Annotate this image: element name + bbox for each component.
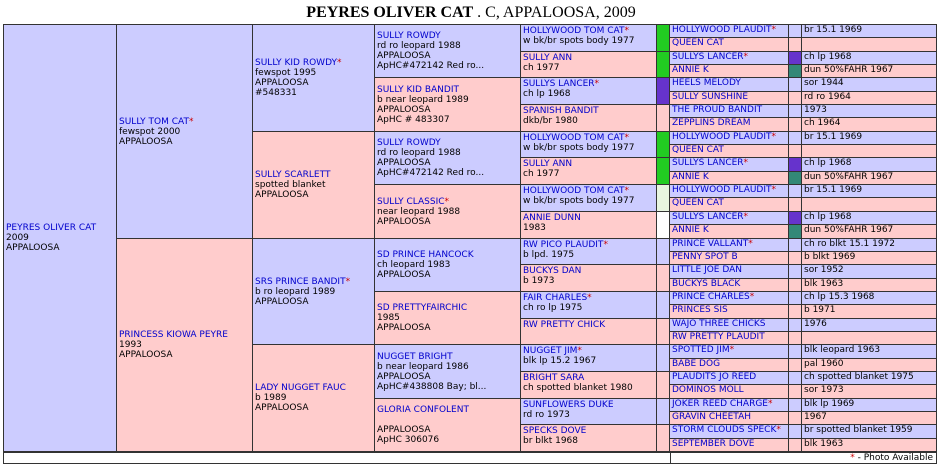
horse-name-link[interactable]: BUCKYS DAN: [523, 266, 582, 276]
horse-name-link[interactable]: HOLLYWOOD TOM CAT: [523, 133, 625, 143]
color-flag: [789, 425, 801, 438]
horse-detail: fewspot 1995: [255, 68, 317, 78]
ancestor-gen5: [670, 265, 788, 278]
horse-name-link[interactable]: PRINCESS KIOWA PEYRE: [119, 330, 228, 340]
horse-name-link[interactable]: BUCKYS BLACK: [672, 279, 741, 289]
horse-detail: rd ro leopard 1988: [377, 148, 461, 158]
horse-detail: blk leopard 1963: [802, 345, 936, 358]
horse-name-link[interactable]: SULLY CLASSIC: [377, 196, 445, 207]
color-flag: [657, 212, 669, 238]
horse-detail: [802, 332, 936, 344]
horse-name-link[interactable]: PLAUDITS JO REED: [672, 372, 757, 382]
horse-name-link[interactable]: SUNFLOWERS DUKE: [523, 400, 614, 410]
horse-name: PEYRES OLIVER CAT: [306, 4, 474, 21]
color-flag: [789, 279, 801, 291]
horse-name-link[interactable]: SULLY ROWDY: [377, 138, 441, 148]
page-title: [0, 0, 942, 24]
horse-name-link[interactable]: FAIR CHARLES: [523, 293, 588, 303]
color-flag: [657, 265, 669, 291]
horse-detail: ch spotted blanket 1975: [802, 372, 936, 384]
color-flag: [657, 132, 669, 157]
horse-detail: w bk/br spots body 1977: [523, 36, 635, 46]
photo-available-star: *: [337, 58, 342, 68]
horse-summary: . C, APPALOOSA, 2009: [473, 4, 636, 21]
color-flag: [789, 158, 801, 171]
horse-name-link[interactable]: PRINCES SIS: [672, 305, 728, 315]
horse-name-link[interactable]: JOKER REED CHARGE: [672, 399, 768, 409]
horse-detail: br 15.1 1969: [802, 185, 936, 197]
horse-detail: 1976: [802, 319, 936, 331]
color-flag: [789, 212, 801, 224]
horse-detail: ApHC#438808 Bay; bl...: [377, 381, 487, 392]
color-flag: [657, 239, 669, 264]
ancestor-gen4: [521, 292, 656, 318]
horse-detail: APPALOOSA: [6, 243, 60, 253]
horse-name-link[interactable]: QUEEN CAT: [672, 38, 724, 48]
horse-name-link[interactable]: SPECKS DOVE: [523, 426, 587, 436]
ancestor-gen4: [521, 265, 656, 291]
photo-legend-text: - Photo Available: [857, 453, 933, 463]
ancestor-gen5: [670, 439, 788, 451]
horse-detail: b lpd. 1975: [523, 250, 575, 260]
horse-name-link[interactable]: ANNIE K: [672, 65, 709, 75]
ancestor-gen5: [670, 118, 788, 131]
horse-detail: pal 1960: [802, 359, 936, 371]
horse-name-link[interactable]: LITTLE JOE DAN: [672, 265, 743, 275]
horse-detail: ch spotted blanket 1980: [523, 383, 633, 393]
color-flag: [789, 92, 801, 104]
color-flag: [789, 412, 801, 424]
ancestor-gen2: [253, 345, 374, 451]
photo-available-star: *: [771, 25, 777, 35]
horse-detail: 1985: [377, 313, 400, 323]
horse-detail: blk 1963: [802, 279, 936, 291]
color-flag: [789, 252, 801, 264]
ancestor-gen5: [670, 279, 788, 291]
horse-detail: blk lp 15.2 1967: [523, 356, 597, 366]
ancestor-gen3: [375, 132, 520, 184]
horse-detail: APPALOOSA: [377, 270, 431, 280]
ancestor-gen4: [521, 399, 656, 424]
color-flag: [789, 319, 801, 331]
ancestor-gen5: [670, 399, 788, 411]
ancestor-gen4: [521, 105, 656, 131]
horse-detail: [523, 330, 654, 340]
color-flag: [789, 225, 801, 238]
horse-detail: [802, 38, 936, 51]
ancestor-gen3: [375, 239, 520, 291]
horse-name-link[interactable]: GLORIA CONFOLENT: [377, 405, 469, 415]
horse-detail: ch lp 1968: [523, 89, 571, 99]
horse-name-link[interactable]: SULLY SCARLETT: [255, 170, 331, 180]
photo-available-star: *: [748, 239, 753, 249]
horse-detail: #548331: [255, 88, 297, 98]
horse-name-link[interactable]: LADY NUGGET FAUC: [255, 383, 346, 393]
horse-name-link[interactable]: HEELS MELODY: [672, 78, 741, 88]
color-flag: [789, 38, 801, 51]
horse-detail: dun 50%FAHR 1967: [802, 65, 936, 77]
horse-detail: ch ro lp 1975: [523, 303, 583, 313]
ancestor-gen4: [521, 185, 656, 211]
horse-detail: ch leopard 1983: [377, 260, 451, 270]
horse-name-link[interactable]: QUEEN CAT: [672, 145, 724, 155]
horse-name-link[interactable]: SULLYS LANCER: [672, 52, 744, 62]
horse-name-link[interactable]: THE PROUD BANDIT: [672, 105, 763, 115]
horse-detail: b blkt 1969: [802, 252, 936, 264]
photo-legend: [670, 452, 937, 464]
horse-name-link[interactable]: PRINCE CHARLES: [672, 292, 750, 302]
ancestor-gen4: [521, 212, 656, 238]
ancestor-gen5: [670, 305, 788, 318]
horse-detail: b ro leopard 1989: [255, 286, 336, 297]
horse-detail: w bk/br spots body 1977: [523, 196, 635, 206]
photo-available-star: *: [749, 292, 755, 302]
photo-available-star: *: [743, 212, 749, 222]
color-flag: [657, 345, 669, 371]
horse-name-link[interactable]: NUGGET JIM: [523, 346, 578, 356]
color-flag: [789, 145, 801, 157]
ancestor-gen4: [521, 158, 656, 184]
horse-detail: 1973: [802, 105, 936, 117]
color-flag: [789, 385, 801, 398]
horse-name-link[interactable]: ZEPPLINS DREAM: [672, 118, 751, 128]
horse-detail: ch lp 1968: [802, 158, 936, 171]
color-flag: [789, 78, 801, 91]
horse-detail: 1983: [523, 223, 546, 233]
horse-detail: APPALOOSA: [377, 104, 431, 115]
color-flag: [789, 239, 801, 251]
color-flag: [657, 105, 669, 131]
photo-available-star: *: [767, 399, 773, 409]
horse-detail: APPALOOSA: [255, 403, 309, 413]
horse-detail: APPALOOSA: [377, 51, 431, 61]
horse-detail: rd ro 1964: [802, 92, 936, 104]
footer-spacer: [3, 452, 671, 464]
ancestor-gen5: [670, 345, 788, 358]
photo-available-star: *: [603, 240, 608, 250]
horse-name-link[interactable]: STORM CLOUDS SPECK: [672, 425, 777, 435]
ancestor-gen3: [375, 78, 520, 131]
horse-name-link[interactable]: SULLYS LANCER: [672, 158, 744, 168]
photo-available-star: *: [771, 185, 777, 195]
color-flag: [789, 172, 801, 184]
color-flag: [789, 399, 801, 411]
ancestor-gen4: [521, 78, 656, 104]
horse-detail: APPALOOSA: [377, 323, 431, 333]
ancestor-gen5: [670, 359, 788, 371]
ancestor-gen5: [670, 132, 788, 144]
color-flag: [657, 158, 669, 184]
horse-name-link[interactable]: SPANISH BANDIT: [523, 106, 599, 116]
ancestor-gen2: [253, 25, 374, 131]
ancestor-gen5: [670, 319, 788, 331]
photo-available-star: *: [345, 276, 351, 287]
horse-detail: ApHC # 483307: [377, 114, 450, 125]
photo-available-star: *: [771, 132, 777, 142]
color-flag: [789, 439, 801, 451]
ancestor-gen4: [521, 25, 656, 51]
horse-name-link[interactable]: PRINCE VALLANT: [672, 239, 749, 249]
ancestor-gen4: [521, 372, 656, 398]
horse-detail: APPALOOSA: [377, 371, 431, 382]
ancestor-gen3: [375, 399, 520, 451]
horse-detail: b 1989: [255, 393, 287, 403]
horse-name-link[interactable]: SULLY ANN: [523, 159, 573, 169]
ancestor-gen5: [670, 239, 788, 251]
color-flag: [789, 265, 801, 278]
ancestor-gen5: [670, 92, 788, 104]
horse-name-link[interactable]: HOLLYWOOD PLAUDIT: [672, 132, 772, 142]
horse-name-link[interactable]: SULLYS LANCER: [672, 212, 744, 222]
horse-name-link[interactable]: HOLLYWOOD PLAUDIT: [672, 25, 772, 35]
horse-detail: br blkt 1968: [523, 436, 578, 446]
photo-available-star: *: [743, 52, 749, 62]
horse-name-link[interactable]: SEPTEMBER DOVE: [672, 439, 755, 449]
horse-detail: sor 1973: [802, 385, 936, 398]
sire-dam-gen1: [117, 25, 252, 238]
horse-detail: ApHC 306076: [377, 435, 440, 445]
ancestor-gen5: [670, 185, 788, 197]
color-flag: [789, 185, 801, 197]
horse-detail: [802, 145, 936, 157]
ancestor-gen5: [670, 372, 788, 384]
horse-detail: 1993: [119, 340, 142, 350]
horse-name-link[interactable]: SULLY TOM CAT: [119, 116, 189, 127]
horse-detail: APPALOOSA: [255, 190, 309, 200]
horse-detail: rd ro leopard 1988: [377, 41, 461, 51]
horse-detail: APPALOOSA: [255, 296, 309, 307]
horse-detail: APPALOOSA: [119, 136, 173, 147]
photo-star: *: [850, 453, 855, 463]
color-flag: [657, 52, 669, 77]
horse-detail: ApHC#472142 Red ro...: [377, 61, 485, 71]
ancestor-gen2: [253, 132, 374, 238]
horse-name-link[interactable]: SULLY KID BANDIT: [377, 84, 459, 95]
horse-name-link[interactable]: NUGGET BRIGHT: [377, 351, 453, 362]
horse-name-link[interactable]: SRS PRINCE BANDIT: [255, 276, 346, 287]
ancestor-gen3: [375, 25, 520, 77]
ancestor-gen2: [253, 239, 374, 344]
ancestor-gen4: [521, 345, 656, 371]
horse-detail: ch ro blkt 15.1 1972: [802, 239, 936, 251]
ancestor-gen3: [375, 185, 520, 238]
ancestor-gen3: [375, 292, 520, 344]
photo-available-star: *: [594, 79, 600, 89]
horse-detail: ApHC#472142 Red ro...: [377, 168, 485, 178]
photo-available-star: *: [577, 346, 582, 356]
horse-detail: w bk/br spots body 1977: [523, 143, 635, 153]
horse-name-link[interactable]: DOMINOS MOLL: [672, 385, 744, 395]
horse-detail: APPALOOSA: [255, 78, 309, 88]
horse-detail: ch 1977: [523, 169, 560, 179]
ancestor-gen5: [670, 78, 788, 91]
ancestor-gen4: [521, 52, 656, 77]
horse-detail: b 1971: [802, 305, 936, 318]
horse-name-link[interactable]: WAJO THREE CHICKS: [672, 319, 766, 329]
ancestor-gen5: [670, 292, 788, 304]
color-flag: [657, 78, 669, 104]
color-flag: [657, 292, 669, 318]
horse-detail: br 15.1 1969: [802, 132, 936, 144]
color-flag: [789, 105, 801, 117]
photo-available-star: *: [624, 186, 629, 196]
color-flag: [789, 132, 801, 144]
photo-available-star: *: [743, 158, 749, 168]
ancestor-gen4: [521, 319, 656, 344]
horse-name-link[interactable]: RW PRETTY PLAUDIT: [672, 332, 765, 342]
horse-detail: b 1973: [523, 276, 555, 286]
horse-name-link[interactable]: HOLLYWOOD PLAUDIT: [672, 185, 772, 195]
photo-available-star: *: [188, 116, 194, 127]
horse-name-link[interactable]: RW PRETTY CHICK: [523, 320, 606, 330]
horse-detail: [802, 198, 936, 211]
ancestor-gen5: [670, 412, 788, 424]
horse-name-link[interactable]: BRIGHT SARA: [523, 373, 585, 383]
horse-name-link[interactable]: SD PRINCE HANCOCK: [377, 250, 474, 260]
horse-detail: br spotted blanket 1959: [802, 425, 936, 438]
color-flag: [657, 399, 669, 424]
color-flag: [657, 425, 669, 451]
horse-detail: b near leopard 1989: [377, 94, 469, 105]
ancestor-gen4: [521, 239, 656, 264]
ancestor-gen4: [521, 132, 656, 157]
horse-detail: blk lp 1969: [802, 399, 936, 411]
horse-name-link[interactable]: QUEEN CAT: [672, 198, 724, 208]
horse-name-link[interactable]: GRAVIN CHEETAH: [672, 412, 751, 422]
ancestor-gen5: [670, 332, 788, 344]
photo-available-star: *: [444, 196, 450, 207]
horse-detail: sor 1944: [802, 78, 936, 91]
horse-detail: dkb/br 1980: [523, 116, 578, 126]
color-flag: [789, 52, 801, 64]
horse-detail: ch lp 1968: [802, 52, 936, 64]
photo-available-star: *: [587, 293, 592, 303]
horse-name-link[interactable]: SULLY ANN: [523, 53, 573, 63]
horse-detail: 2009: [6, 233, 29, 243]
ancestor-gen5: [670, 225, 788, 238]
horse-name-link[interactable]: BABE DOG: [672, 359, 721, 369]
horse-detail: ch 1964: [802, 118, 936, 131]
color-flag: [789, 345, 801, 358]
photo-available-star: *: [624, 26, 629, 36]
horse-name-link[interactable]: HOLLYWOOD TOM CAT: [523, 186, 625, 196]
sire-dam-gen1: [117, 239, 252, 451]
horse-detail: ch lp 1968: [802, 212, 936, 224]
horse-name-link[interactable]: SULLY ROWDY: [377, 31, 441, 41]
horse-name-link[interactable]: ANNIE K: [672, 172, 709, 182]
color-flag: [789, 372, 801, 384]
color-flag: [657, 185, 669, 211]
horse-name-link[interactable]: HOLLYWOOD TOM CAT: [523, 26, 625, 36]
horse-detail: fewspot 2000: [119, 126, 181, 137]
horse-name-link[interactable]: ANNIE DUNN: [523, 213, 581, 223]
horse-name-link[interactable]: SPOTTED JIM: [672, 345, 730, 355]
horse-detail: APPALOOSA: [377, 425, 431, 435]
ancestor-gen5: [670, 105, 788, 117]
color-flag: [789, 332, 801, 344]
horse-detail: near leopard 1988: [377, 206, 461, 217]
horse-name-link[interactable]: SULLY KID ROWDY: [255, 58, 338, 68]
horse-name-link[interactable]: ANNIE K: [672, 225, 709, 235]
horse-detail: APPALOOSA: [377, 216, 431, 227]
pedigree-chart: [3, 24, 937, 452]
ancestor-gen5: [670, 145, 788, 157]
photo-available-star: *: [624, 133, 629, 143]
horse-name-link[interactable]: PENNY SPOT B: [672, 252, 738, 262]
ancestor-gen5: [670, 38, 788, 51]
horse-name-link[interactable]: SULLY SUNSHINE: [672, 92, 749, 102]
color-flag: [789, 25, 801, 37]
color-flag: [789, 359, 801, 371]
color-flag: [789, 292, 801, 304]
color-flag: [657, 319, 669, 344]
ancestor-gen5: [670, 252, 788, 264]
horse-detail: rd ro 1973: [523, 410, 570, 420]
ancestor-gen5: [670, 198, 788, 211]
horse-detail: b near leopard 1986: [377, 361, 469, 372]
subject-horse: [4, 25, 116, 451]
ancestor-gen5: [670, 52, 788, 64]
color-flag: [789, 118, 801, 131]
horse-detail: [377, 415, 469, 425]
color-flag: [657, 25, 669, 51]
ancestor-gen5: [670, 172, 788, 184]
color-flag: [789, 305, 801, 318]
photo-available-star: *: [776, 425, 781, 435]
ancestor-gen5: [670, 158, 788, 171]
color-flag: [789, 198, 801, 211]
photo-available-star: *: [729, 345, 735, 355]
ancestor-gen5: [670, 425, 788, 438]
ancestor-gen5: [670, 385, 788, 398]
ancestor-gen5: [670, 65, 788, 77]
horse-name-link[interactable]: RW PICO PLAUDIT: [523, 240, 604, 250]
horse-detail: ch 1977: [523, 63, 560, 73]
horse-detail: 1967: [802, 412, 936, 424]
horse-detail: sor 1952: [802, 265, 936, 278]
horse-detail: APPALOOSA: [377, 158, 431, 168]
color-flag: [657, 372, 669, 398]
horse-detail: ch lp 15.3 1968: [802, 292, 936, 304]
horse-detail: spotted blanket: [255, 180, 326, 190]
horse-detail: dun 50%FAHR 1967: [802, 172, 936, 184]
horse-name-link[interactable]: PEYRES OLIVER CAT: [6, 223, 97, 233]
horse-detail: blk 1963: [802, 439, 936, 451]
horse-detail: APPALOOSA: [119, 350, 173, 360]
horse-detail: br 15.1 1969: [802, 25, 936, 37]
horse-name-link[interactable]: SULLYS LANCER: [523, 79, 595, 89]
ancestor-gen3: [375, 345, 520, 398]
horse-name-link[interactable]: SD PRETTYFAIRCHIC: [377, 303, 468, 313]
color-flag: [789, 65, 801, 77]
ancestor-gen5: [670, 212, 788, 224]
horse-detail: dun 50%FAHR 1967: [802, 225, 936, 238]
ancestor-gen5: [670, 25, 788, 37]
ancestor-gen4: [521, 425, 656, 451]
